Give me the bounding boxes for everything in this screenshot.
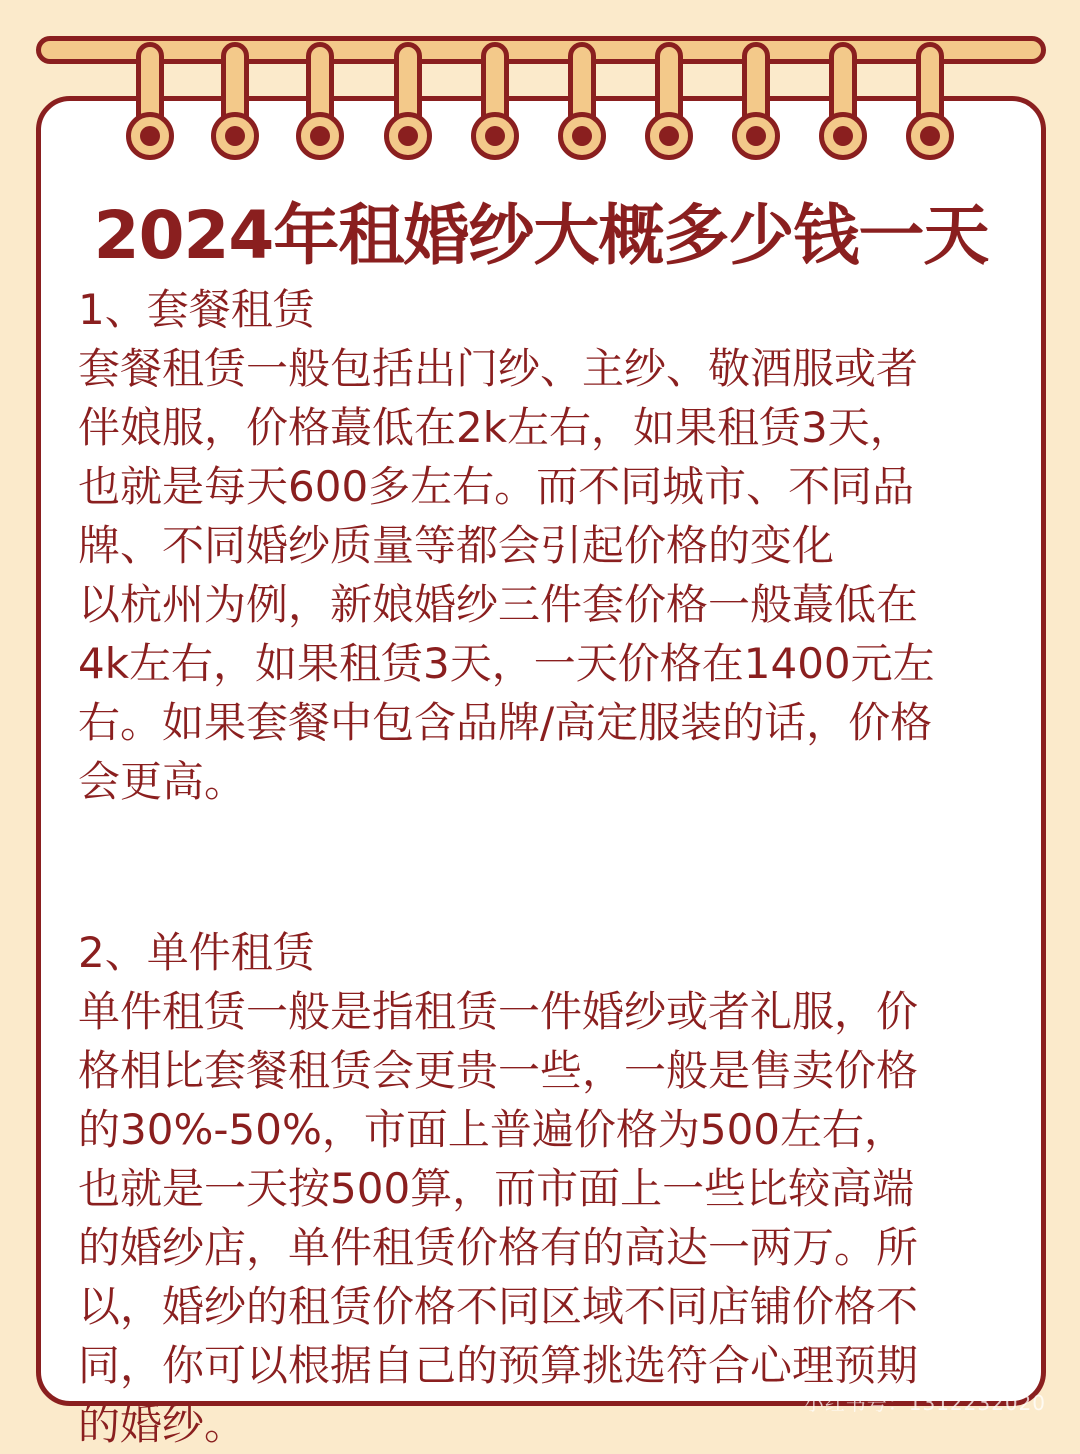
page-title: 2024年租婚纱大概多少钱一天: [93, 197, 989, 274]
section-line: 的30%-50%，市面上普遍价格为500左右，: [78, 1105, 907, 1154]
article-body: [78, 280, 1008, 1454]
binder-ring: [221, 42, 249, 160]
section-line: 也就是每天600多左右。而不同城市、不同品: [78, 462, 915, 511]
binder-ring: [829, 42, 857, 160]
binder-ring: [568, 42, 596, 160]
section-line: 也就是一天按500算，而市面上一些比较高端: [78, 1164, 915, 1213]
section-line: 右。如果套餐中包含品牌/高定服装的话，价格: [78, 698, 933, 747]
section-line: 会更高。: [78, 757, 247, 806]
section-line: 套餐租赁一般包括出门纱、主纱、敬酒服或者: [78, 344, 919, 393]
section-line: 以，婚纱的租赁价格不同区域不同店铺价格不: [78, 1282, 919, 1331]
binder-ring: [916, 42, 944, 160]
section-line: 同，你可以根据自己的预算挑选符合心理预期: [78, 1341, 919, 1390]
watermark: 小红书号：1312232020: [803, 1391, 1046, 1415]
binder-ring: [481, 42, 509, 160]
section-line: 的婚纱。: [78, 1400, 247, 1449]
section-line: 的婚纱店，单件租赁价格有的高达一两万。所: [78, 1223, 919, 1272]
section-single-rental: [78, 923, 1008, 1454]
section-line: 格相比套餐租赁会更贵一些，一般是售卖价格: [78, 1046, 919, 1095]
section-line: 伴娘服，价格蕞低在2k左右，如果租赁3天，: [78, 403, 912, 452]
section-heading: 2、单件租赁: [78, 928, 315, 977]
binder-rod: [36, 36, 1046, 64]
section-heading: 1、套餐租赁: [78, 285, 315, 334]
section-line: 牌、不同婚纱质量等都会引起价格的变化: [78, 521, 835, 570]
binder-ring: [306, 42, 334, 160]
section-line: 以杭州为例，新娘婚纱三件套价格一般蕞低在: [78, 580, 919, 629]
binder-ring: [655, 42, 683, 160]
binder-ring: [136, 42, 164, 160]
section-line: 单件租赁一般是指租赁一件婚纱或者礼服，价: [78, 987, 919, 1036]
binder-ring: [394, 42, 422, 160]
section-package-rental: [78, 280, 1008, 811]
binder-ring: [742, 42, 770, 160]
section-line: 4k左右，如果租赁3天，一天价格在1400元左: [78, 639, 935, 688]
section-spacer: [78, 811, 1008, 923]
